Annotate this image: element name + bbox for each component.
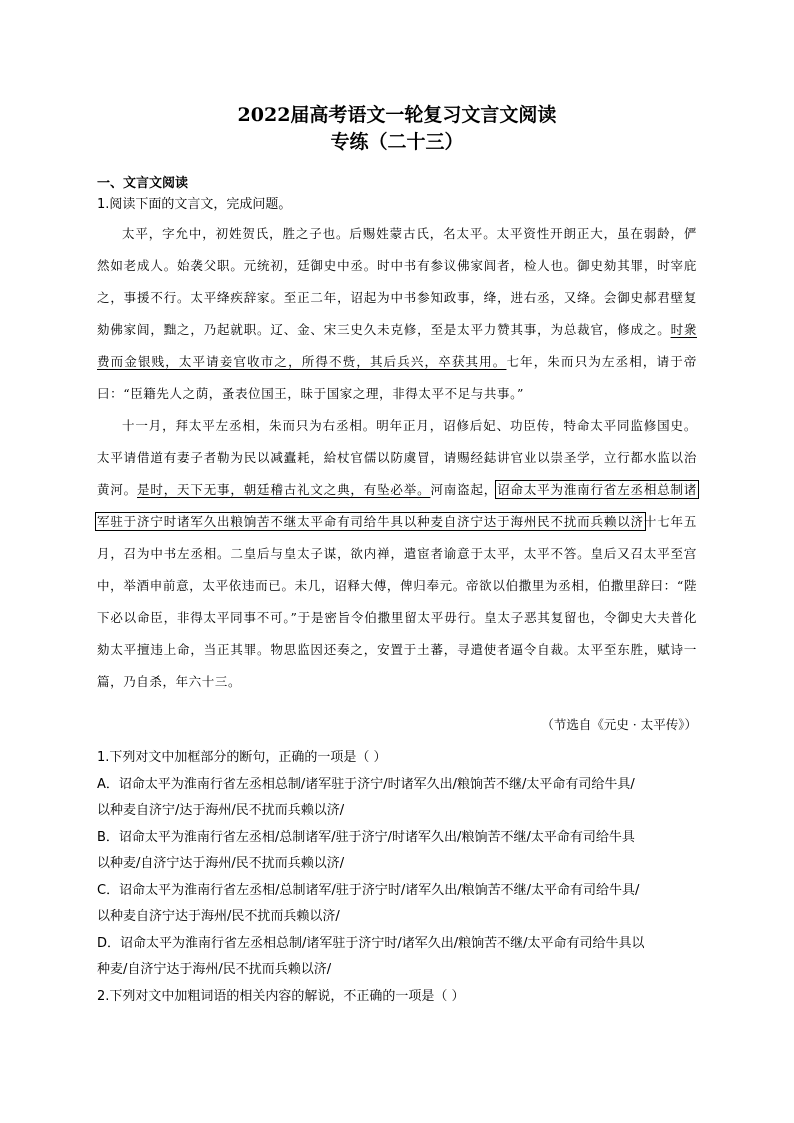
- instruction-text: 1.阅读下面的文言文，完成问题。: [97, 197, 292, 212]
- classical-passage: [97, 218, 697, 698]
- option-d-line2: 种麦/自济宁达于海州/民不扰而兵赖以济/: [97, 962, 332, 977]
- passage-paragraph-2: [97, 410, 697, 698]
- passage-text: 太平，字允中，初姓贺氏，胜之子也。后赐姓蒙古氏，名太平。太平资性开朗正大，虽在弱龄，俨然如老成人。始袭父职。元统初，廷御史中丞。时中书有参议佛家闾者，检人也。御史劾其罪，时宰庇之，事援不行。太平绛疾辞家。至正二年，诏起为中书参知政事，绛，进右丞，又绛。会御史郝君壁复劾佛家闾，黜之，乃起就职。辽、金、宋三史久未克修，至是太平力赞其事，为总裁官，修成之。: [97, 226, 697, 337]
- document-subtitle: 专练（二十三）: [330, 131, 464, 153]
- option-b-line1: B．诏命太平为淮南行省左丞相/总制诸军/驻于济宁/时诸军久出/粮饷苦不继/太平命有司给牛具: [97, 829, 635, 845]
- question-2: 2.下列对文中加粗词语的相关内容的解说，不正确的一项是（ ）: [97, 988, 465, 1004]
- boxed-passage: 诏命太平为淮南行省左丞相总制诸军驻于济宁时诸军久出粮饷苦不继太平命有司给牛具以种麦自济宁达于海州民不扰而兵赖以济: [97, 482, 697, 529]
- option-c-line2: 以种麦自济宁达于海州/民不扰而兵赖以济/: [97, 909, 340, 924]
- passage-paragraph-1: [97, 218, 697, 410]
- source-citation: （节选自《元史 · 太平传》）: [541, 717, 697, 732]
- underlined-sentence: 时衆费而金银贱，太平请妾官收市之，所得不赀，其后兵兴，卒获其用。: [97, 322, 698, 369]
- option-a-line2: 以种麦自济宁/达于海州/民不扰而兵赖以济/: [97, 803, 345, 818]
- passage-text: 七年，朱而只为左丞相，请于帝曰：“臣籍先人之荫，蚤表位国王，昧于国家之理，非得太平不足与共事。”: [97, 354, 697, 401]
- passage-text: 十七年五月，召为中书左丞相。二皇后与皇太子谋，欲内禅，遣宦者谕意于太平，太平不答。皇后又召太平至宫中，举酒申前意，太平依违而已。未几，诏释大傅，俾归奉元。帝欲以伯撒里为丞相，伯撒里辞曰：“陛下必以命臣，非得太平同事不可。”于是密旨令伯撒里留太平毋行。皇太子恶其复留也，令御史大夫普化劾太平擅违上命，当正其罪。物思监因还奏之，安置于土蕃，寻遣使者逼令自裁。太平至东胜，赋诗一篇，乃自杀，年六十三。: [97, 514, 697, 689]
- section-heading: 一、文言文阅读: [97, 176, 189, 191]
- option-d-line1: D．诏命太平为淮南行省左丞相总制/诸军驻于济宁时/诸军久出/粮饷苦不继/太平命有司给牛具以: [97, 935, 645, 951]
- question-1: 1.下列对文中加框部分的断句，正确的一项是（ ）: [97, 750, 387, 765]
- underlined-sentence: 是时，天下无事，朝廷稽古礼文之典，有坠必举。: [137, 482, 431, 497]
- passage-text: 河南盗起，: [430, 482, 498, 497]
- option-b-line2: 以种麦/自济宁达于海州/民不扰而兵赖以济/: [97, 856, 345, 871]
- document-title: 2022届高考语文一轮复习文言文阅读: [237, 104, 557, 126]
- passage-text: 十一月，拜太平左丞相，朱而只为右丞相。明年正月，诏修后妃、功臣传，特命太平同监修国史。太平请借道有妻子者勒为民以减蠹耗，給杖官儒以防虞冒，请赐经鋕讲官业以崇圣学，立行都水监以治黄河。: [97, 418, 697, 497]
- questions-block: [97, 745, 697, 1010]
- option-c-line1: C．诏命太平为淮南行省左丞相/总制诸军/驻于济宁时/诸军久出/粮饷苦不继/太平命有司给牛具/: [97, 882, 640, 898]
- option-a-line1: A．诏命太平为淮南行省左丞相总制/诸军驻于济宁/时诸军久出/粮饷苦不继/太平命有司给牛具/: [97, 776, 635, 792]
